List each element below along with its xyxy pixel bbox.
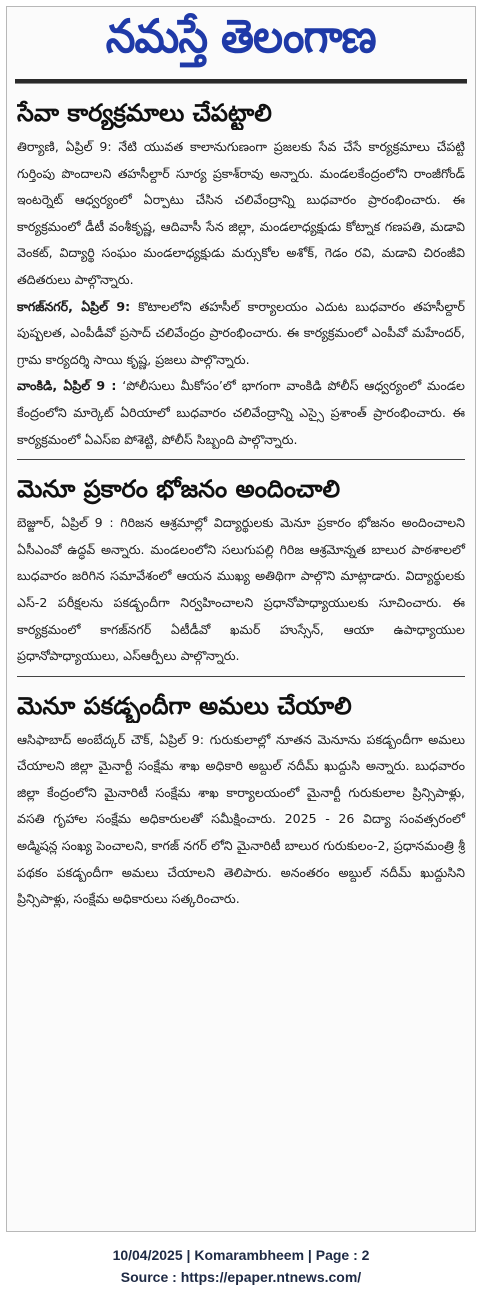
article-paragraph [17,294,465,374]
paragraph-text: ‘పోలీసులు మీకోసం’లో భాగంగా వాంకిడి పోలీస్ ఆధ్వర్యంలో మండల కేంద్రంలోని మార్కెట్ ఏరియాలో బుధవారం చలివేంద్రాన్ని ఎస్సై ప్రశాంత్ ప్రారంభించారు. ఈ కార్యక్రమంలో ఏఎస్ఐ పోశెట్టి, పోలీస్ సిబ్బంది పాల్గొన్నారు. [17,378,465,447]
article-2 [7,472,475,677]
article-headline: మెనూ ప్రకారం భోజనం అందించాలి [17,475,341,504]
paragraph-lead: వాంకిడి, ఏప్రిల్ 9 : [17,378,117,394]
article-paragraph [17,727,465,913]
edition-info: 10/04/2025 | Komarambheem | Page : 2 [112,1247,370,1263]
paragraph-text: బెజ్జూర్, ఏప్రిల్ 9 : గిరిజన ఆశ్రమాల్లో విద్యార్థులకు మెనూ ప్రకారం భోజనం అందించాలని ఏసీఎంవో ఉద్ధవ్ అన్నారు. మండలంలోని సలుగుపల్లి గిరిజ ఆశ్రమోన్నత బాలుర పాఠశాలలో బుధవారం జరిగిన సమావేశంలో ఆయన ముఖ్య అతిథిగా పాల్గొని మాట్లాడారు. విద్యార్థులకు ఎస్-2 పరీక్షలను పకడ్బందీగా నిర్వహించాలని ప్రధానోపాధ్యాయులకు సూచించారు. ఈ కార్యక్రమంలో కాగజ్‌నగర్ ఏటీడీవో ఖమర్ హుస్సేన్, ఆయా ఉపాధ్యాయుల ప్రధానోపాధ్యాయులు, ఎస్‌ఆర్పీలు పాల్గొన్నారు. [17,515,465,664]
source-link[interactable]: Source : https://epaper.ntnews.com/ [120,1269,362,1285]
article-paragraph [17,373,465,453]
page-footer [0,1244,482,1288]
article-1 [7,96,475,460]
article-3 [7,689,475,913]
article-paragraph [17,134,465,294]
paragraph-text: ఆసిఫాబాద్ అంబేద్కర్ చౌక్, ఏప్రిల్ 9: గురుకులాల్లో నూతన మెనూను పకడ్బందీగా అమలు చేయాలని జిల్లా మైనార్టీ సంక్షేమ శాఖ అధికారి అబ్దుల్ నదీమ్ ఖుద్దుసి అన్నారు. బుధవారం జిల్లా కేంద్రంలోని మైనారిటీ సంక్షేమ శాఖ కార్యాలయంలో మైనార్టీ గురుకులాల ప్రిన్సిపాళ్లు, వసతి గృహాల సంక్షేమ అధికారులతో సమీక్షించారు. 2025 - 26 విద్యా సంవత్సరంలో అడ్మిషన్ల సంఖ్య పెంచాలని, కాగజ్ నగర్ లోని మైనారిటీ బాలుర గురుకులం-2, ప్రధానమంత్రి శ్రీ పథకం పకడ్బందీగా అమలు చేయాలని తెలిపారు. అనంతరం అబ్దుల్ నదీమ్ ఖుద్దుసిని ప్రిన్సిపాళ్లు, సంక్షేమ అధికారులు సత్కరించారు. [17,731,465,907]
masthead-rule [15,79,467,84]
paragraph-lead: కాగజ్‌నగర్, ఏప్రిల్ 9: [17,298,131,314]
paragraph-text: తిర్యాణి, ఏప్రిల్ 9: నేటి యువత కాలానుగుణంగా ప్రజలకు సేవ చేసే కార్యక్రమాలు చేపట్టి గుర్తింపు పొందాలని తహసీల్దార్ సూర్య ప్రకాశ్‌రావు అన్నారు. మండలకేంద్రంలోని రాంజీగోండ్ ఇంటర్నెట్ ఆధ్వర్యంలో ఏర్పాటు చేసిన చలివేంద్రాన్ని బుధవారం ప్రారంభించారు. ఈ కార్యక్రమంలో డీటీ వంశీకృష్ణ, ఆదివాసీ సేన జిల్లా, మండలాధ్యక్షుడు కోట్నాక గణపతి, మడావి వెంకట్, విద్యార్థి సంఘం మండలాధ్యక్షుడు మర్సుకోల అశోక్, గెడం రవి, మడావి చిరంజీవి తదితరులు పాల్గొన్నారు. [17,139,465,287]
article-headline: మెనూ పకడ్బందీగా అమలు చేయాలి [17,691,352,720]
section-divider [17,459,465,460]
section-divider [17,676,465,677]
paragraph-text: కొటాలలోని తహసీల్ కార్యాలయం ఎదుట బుధవారం తహసీల్దార్ పుష్పలత, ఎంపీడీవో ప్రసాద్ చలివేంద్రం ప్రారంభించారు. ఈ కార్యక్రమంలో ఎంపీవో మహేందర్, గ్రామ కార్యదర్శి సాయి కృష్ణ, ప్రజలు పాల్గొన్నారు. [17,298,465,367]
masthead-title: నమస్తే తెలంగాణ [106,9,376,63]
newspaper-clipping [6,6,476,1232]
article-headline: సేవా కార్యక్రమాలు చేపట్టాలి [17,99,272,127]
masthead [7,7,475,77]
article-paragraph [17,510,465,670]
